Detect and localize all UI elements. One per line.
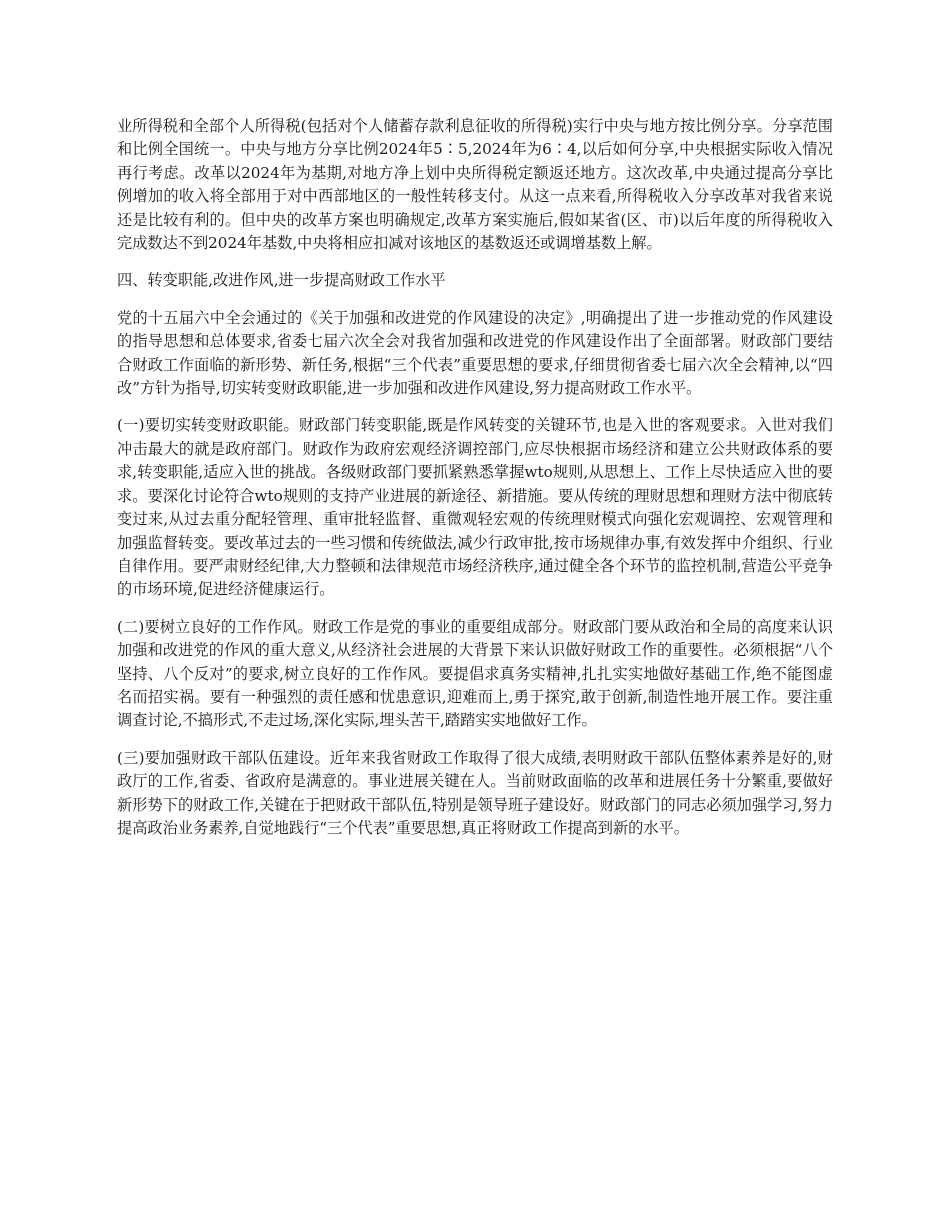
paragraph-cadre-team: (三)要加强财政干部队伍建设。近年来我省财政工作取得了很大成绩,表明财政干部队伍整体素养是好的,财政厅的工作,省委、省政府是满意的。事业进展关键在人。当前财政面临的改革和进展任务十分繁重,要做好新形势下的财政工作,关键在于把财政干部队伍,特别是领导班子建设好。财政部门的同志必须加强学习,努力提高政治业务素养,自觉地践行“三个代表”重要思想,真正将财政工作提高到新的水平。 — [117, 748, 833, 837]
section-heading-four: 四、转变职能,改进作风,进一步提高财政工作水平 — [117, 271, 446, 290]
paragraph-party-style: 党的十五届六中全会通过的《关于加强和改进党的作风建设的决定》,明确提出了进一步推动党的作风建设的指导思想和总体要求,省委七届六次全会对我省加强和改进党的作风建设作出了全面部署。财政部门要结合财政工作面临的新形势、新任务,根据“三个代表”重要思想的要求,仔细贯彻省委七届六次全会精神,以“四改”方针为指导,切实转变财政职能,进一步加强和改进作风建设,努力提高财政工作水平。 — [117, 308, 833, 398]
paragraph-work-style: (二)要树立良好的工作作风。财政工作是党的事业的重要组成部分。财政部门要从政治和全局的高度来认识加强和改进党的作风的重大意义,从经济社会进展的大背景下来认识做好财政工作的重要性。必须根据“八个坚持、八个反对”的要求,树立良好的工作作风。要提倡求真务实精神,扎扎实实地做好基础工作,绝不能图虚名而招实祸。要有一种强烈的责任感和忧患意识,迎难而上,勇于探究,敢于创新,制造性地开展工作。要注重调查讨论,不搞形式,不走过场,深化实际,埋头苦干,踏踏实实地做好工作。 — [117, 617, 833, 730]
paragraph-transform-functions: (一)要切实转变财政职能。财政部门转变职能,既是作风转变的关键环节,也是入世的客观要求。入世对我们冲击最大的就是政府部门。财政作为政府宏观经济调控部门,应尽快根据市场经济和建立公共财政体系的要求,转变职能,适应入世的挑战。各级财政部门要抓紧熟悉掌握wto规则,从思想上、工作上尽快适应入世的要求。要深化讨论符合wto规则的支持产业进展的新途径、新措施。要从传统的理财思想和理财方法中彻底转变过来,从过去重分配轻管理、重审批轻监督、重微观轻宏观的传统理财模式向强化宏观调控、宏观管理和加强监督转变。要改革过去的一些习惯和传统做法,减少行政审批,按市场规律办事,有效发挥中介组织、行业自律作用。要严肃财经纪律,大力整顿和法律规范市场经济秩序,通过健全各个环节的监控机制,营造公平竞争的市场环境,促进经济健康运行。 — [117, 416, 833, 599]
document-body — [117, 115, 833, 854]
paragraph-income-tax-sharing: 业所得税和全部个人所得税(包括对个人储蓄存款利息征收的所得税)实行中央与地方按比例分享。分享范围和比例全国统一。中央与地方分享比例2024年5∶5,2024年为6∶4,以后如何分享,中央根据实际收入情况再行考虑。改革以2024年为基期,对地方净上划中央所得税定额返还地方。这次改革,中央通过提高分享比例增加的收入将全部用于对中西部地区的一般性转移支付。从这一点来看,所得税收入分享改革对我省来说还是比较有利的。但中央的改革方案也明确规定,改革方案实施后,假如某省(区、市)以后年度的所得税收入完成数达不到2024年基数,中央将相应扣减对该地区的基数返还或调增基数上解。 — [117, 117, 833, 253]
